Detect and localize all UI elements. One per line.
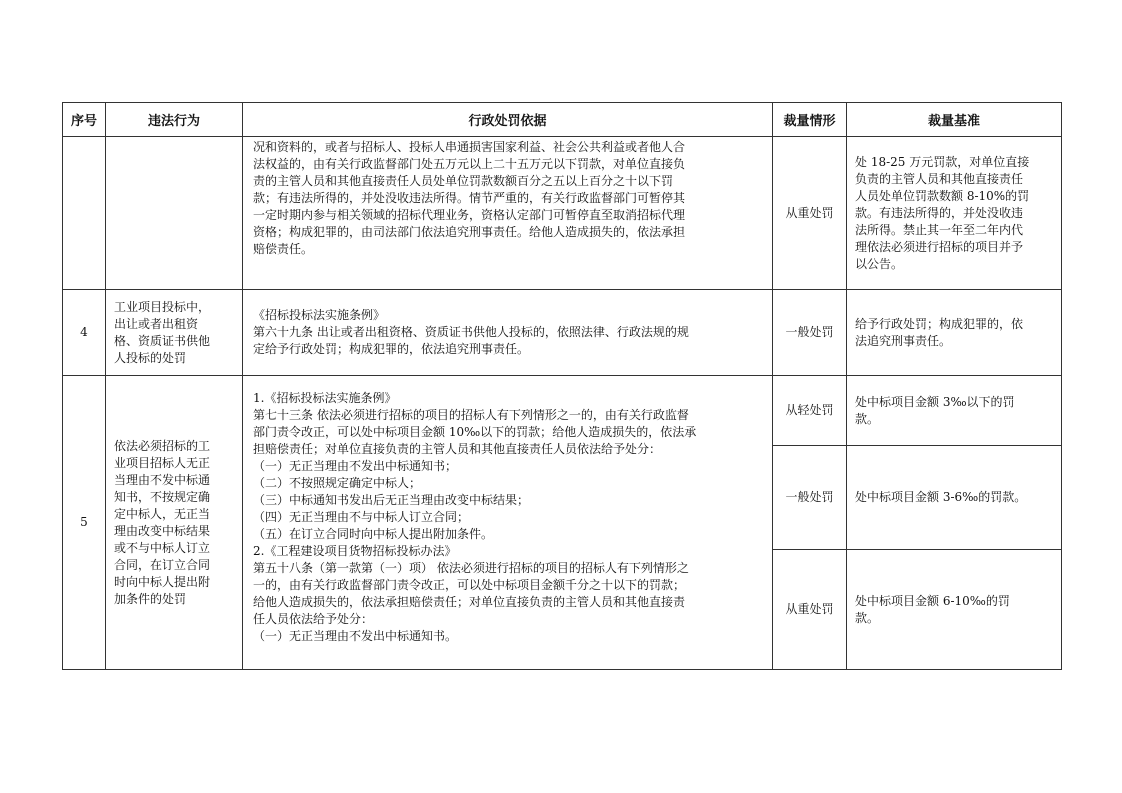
standard-line: 款。 <box>855 411 880 426</box>
behavior-line: 合同，在订立合同 <box>114 557 211 572</box>
behavior-line: 知书，不按规定确 <box>114 489 211 504</box>
basis-line: （四）无正当理由不与中标人订立合同； <box>253 510 470 524</box>
behavior-line: 人投标的处罚 <box>114 350 187 365</box>
basis-cell <box>243 137 773 290</box>
standard-line: 以公告。 <box>855 256 904 271</box>
standard-line: 法追究刑事责任。 <box>855 333 952 348</box>
standard-line: 人员处单位罚款数额 8-10%的罚 <box>855 188 1030 203</box>
behavior-line: 定中标人，无正当 <box>114 506 211 521</box>
basis-line: （三）中标通知书发出后无正当理由改变中标结果； <box>253 493 530 507</box>
level-cell: 从重处罚 <box>773 137 847 290</box>
behavior-line: 工业项目投标中， <box>114 299 211 314</box>
standard-line: 法所得。禁止其一年至二年内代 <box>855 222 1024 237</box>
standard-line: 处中标项目金额 3‰以下的罚 <box>855 394 1015 409</box>
standard-line: 处中标项目金额 6-10‰的罚 <box>855 593 1010 608</box>
behavior-line: 时向中标人提出附 <box>114 574 211 589</box>
basis-line: 部门责令改正，可以处中标项目金额 10‰以下的罚款；给他人造成损失的，依法承 <box>253 425 697 439</box>
header-basis: 行政处罚依据 <box>243 103 773 137</box>
basis-line: 第六十九条 出让或者出租资格、资质证书供他人投标的，依照法律、行政法规的规 <box>253 325 689 339</box>
penalty-table <box>62 102 1062 670</box>
standard-line: 负责的主管人员和其他直接责任 <box>855 171 1024 186</box>
basis-line: 第七十三条 依法必须进行招标的项目的招标人有下列情形之一的，由有关行政监督 <box>253 408 689 422</box>
basis-line: （五）在订立合同时向中标人提出附加条件。 <box>253 527 494 541</box>
standard-line: 处中标项目金额 3-6‰的罚款。 <box>855 490 1027 504</box>
behavior-line: 加条件的处罚 <box>114 591 187 606</box>
basis-line: 况和资料的，或者与招标人、投标人串通损害国家利益、社会公共利益或者他人合 <box>253 140 686 154</box>
standard-cell <box>847 137 1062 290</box>
standard-line: 款。 <box>855 610 880 625</box>
header-seq: 序号 <box>63 103 106 137</box>
basis-line: 一的，由有关行政监督部门责令改正，可以处中标项目金额千分之十以下的罚款； <box>253 578 686 592</box>
behavior-line: 理由改变中标结果 <box>114 523 211 538</box>
level-cell: 从轻处罚 <box>773 376 847 446</box>
basis-line: 任人员依法给予处分： <box>253 612 374 626</box>
basis-line: （二）不按照规定确定中标人； <box>253 476 422 490</box>
basis-line: 2.《工程建设项目货物招标投标办法》 <box>253 544 457 558</box>
behavior-line: 业项目招标人无正 <box>114 455 211 470</box>
header-level: 裁量情形 <box>773 103 847 137</box>
standard-cell <box>847 290 1062 376</box>
basis-line: 第五十八条（第一款第（一）项） 依法必须进行招标的项目的招标人有下列情形之 <box>253 561 689 575</box>
basis-line: 法权益的，由有关行政监督部门处五万元以上二十五万元以下罚款，对单位直接负 <box>253 157 686 171</box>
standard-line: 理依法必须进行招标的项目并予 <box>855 239 1024 254</box>
level-cell: 从重处罚 <box>773 550 847 670</box>
behavior-line: 当理由不发中标通 <box>114 472 211 487</box>
behavior-cell <box>106 290 243 376</box>
basis-cell <box>243 376 773 670</box>
seq-cell <box>63 137 106 290</box>
standard-cell <box>847 446 1062 550</box>
level-cell: 一般处罚 <box>773 290 847 376</box>
behavior-cell <box>106 376 243 670</box>
standard-line: 给予行政处罚；构成犯罪的，依 <box>855 316 1024 331</box>
basis-line: 责的主管人员和其他直接责任人员处单位罚款数额百分之五以上百分之十以下罚 <box>253 174 674 188</box>
table-row <box>63 290 1062 376</box>
basis-line: 给他人造成损失的，依法承担赔偿责任；对单位直接负责的主管人员和其他直接责 <box>253 595 686 609</box>
table-row <box>63 137 1062 290</box>
behavior-cell <box>106 137 243 290</box>
standard-cell <box>847 550 1062 670</box>
basis-line: 赔偿责任。 <box>253 242 314 256</box>
basis-line: （一）无正当理由不发出中标通知书； <box>253 459 458 473</box>
table-row <box>63 376 1062 446</box>
basis-line: （一）无正当理由不发出中标通知书。 <box>253 629 458 643</box>
behavior-line: 格、资质证书供他 <box>114 333 211 348</box>
seq-cell: 5 <box>63 376 106 670</box>
header-behavior: 违法行为 <box>106 103 243 137</box>
basis-line: 款；有违法所得的，并处没收违法所得。情节严重的，有关行政监督部门可暂停其 <box>253 191 686 205</box>
header-standard: 裁量基准 <box>847 103 1062 137</box>
level-cell: 一般处罚 <box>773 446 847 550</box>
standard-cell <box>847 376 1062 446</box>
basis-line: 一定时期内参与相关领域的招标代理业务，资格认定部门可暂停直至取消招标代理 <box>253 208 686 222</box>
behavior-line: 或不与中标人订立 <box>114 540 211 555</box>
seq-cell: 4 <box>63 290 106 376</box>
basis-line: 《招标投标法实施条例》 <box>253 308 386 322</box>
basis-line: 担赔偿责任；对单位直接负责的主管人员和其他直接责任人员依法给予处分： <box>253 442 662 456</box>
basis-cell <box>243 290 773 376</box>
standard-line: 款。有违法所得的，并处没收违 <box>855 205 1024 220</box>
behavior-line: 依法必须招标的工 <box>114 438 211 453</box>
standard-line: 处 18-25 万元罚款，对单位直接 <box>855 154 1030 169</box>
header-row <box>63 103 1062 137</box>
behavior-line: 出让或者出租资 <box>114 316 199 331</box>
basis-line: 资格；构成犯罪的，由司法部门依法追究刑事责任。给他人造成损失的，依法承担 <box>253 225 686 239</box>
basis-line: 定给予行政处罚；构成犯罪的，依法追究刑事责任。 <box>253 342 530 356</box>
basis-line: 1.《招标投标法实施条例》 <box>253 391 397 405</box>
